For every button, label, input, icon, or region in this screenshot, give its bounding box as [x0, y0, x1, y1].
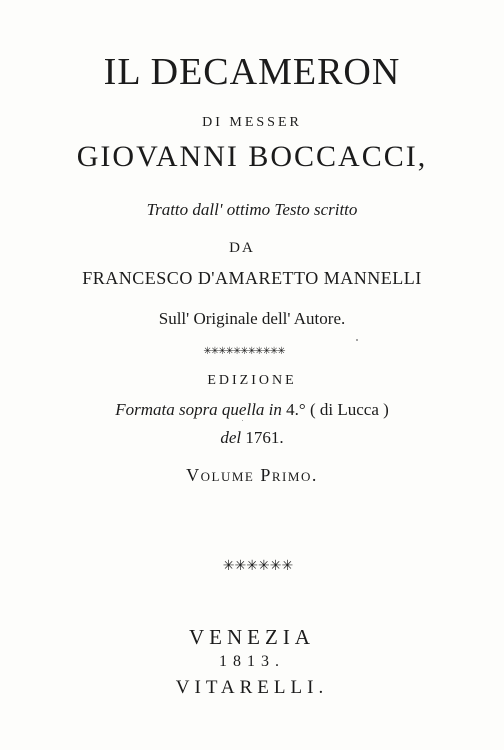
tratto-line: Tratto dall' ottimo Testo scritto [146, 200, 358, 219]
ornament-bottom: ✳✳✳✳✳✳ [222, 558, 294, 574]
ornament-top: ✳✳✳✳✳✳✳✳✳✳✳ [203, 346, 285, 357]
publication-year: 1813. [219, 653, 285, 670]
place-of-publication: VENEZIA [189, 625, 315, 649]
paper-speck [242, 420, 243, 421]
printer-name: VITARELLI. [175, 677, 329, 698]
formata-line [0, 400, 504, 420]
originale-line: Sull' Originale dell' Autore. [158, 309, 346, 328]
del-year: 1761. [245, 428, 284, 447]
author-name: GIOVANNI BOCCACCI, [76, 140, 428, 173]
del-word: del [220, 428, 246, 447]
paper-speck [356, 339, 358, 341]
book-title: IL DECAMERON [103, 51, 401, 93]
volume-line: Volume Primo. [186, 465, 318, 485]
di-messer-line: DI MESSER [202, 115, 302, 130]
formata-text: Formata sopra quella in [115, 400, 287, 419]
editor-name: FRANCESCO D'AMARETTO MANNELLI [82, 268, 422, 288]
formata-format: 4.° ( di Lucca ) [286, 400, 389, 419]
del-line [0, 428, 504, 448]
edizione-line: EDIZIONE [207, 373, 297, 388]
da-line: DA [229, 240, 255, 256]
